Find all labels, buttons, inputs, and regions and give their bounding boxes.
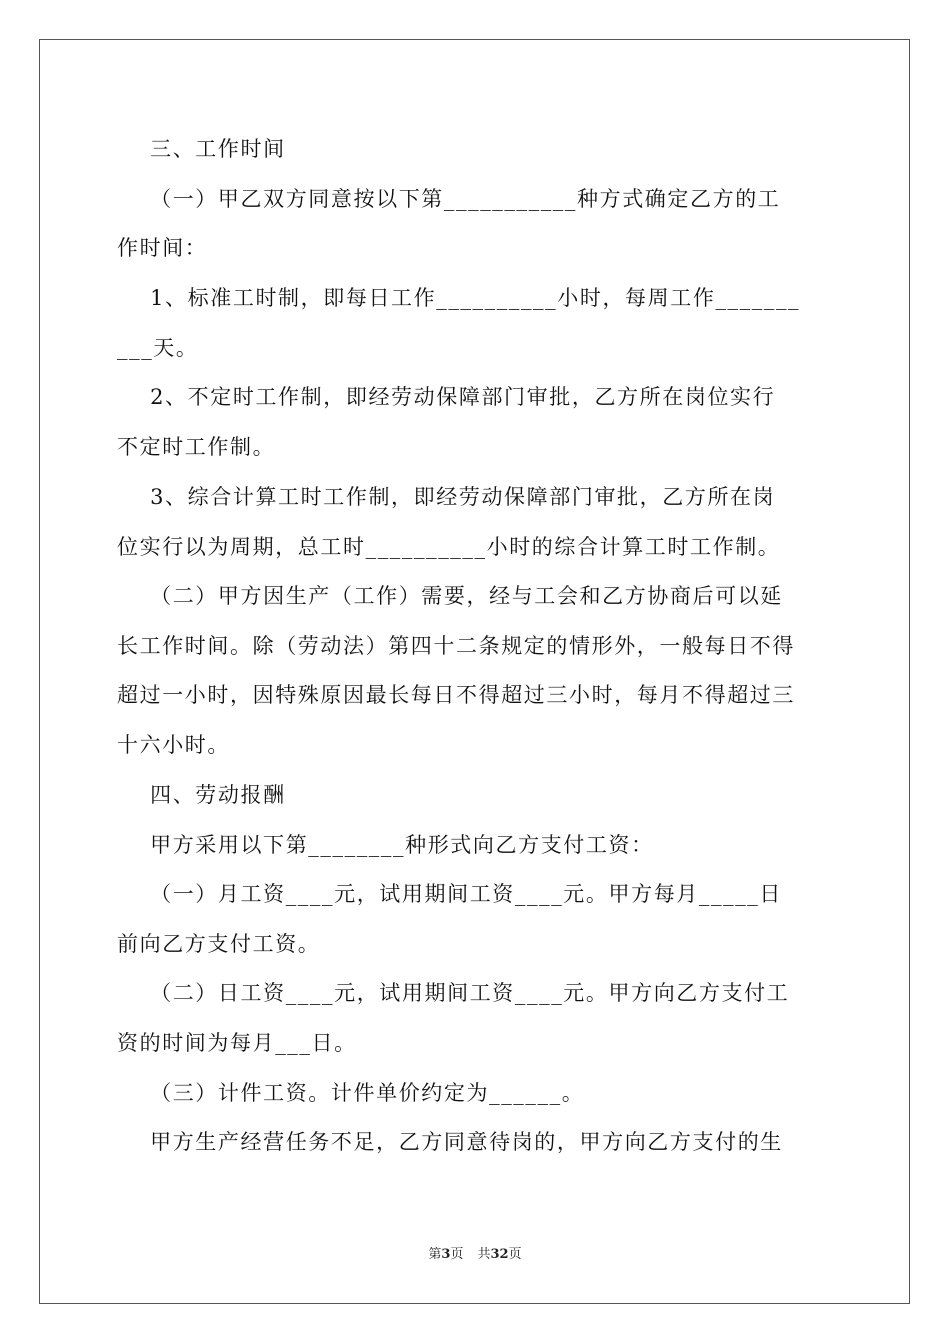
- paragraph-line: 甲方采用以下第________种形式向乙方支付工资：: [117, 833, 654, 857]
- paragraph-line: 超过一小时，因特殊原因最长每日不得超过三小时，每月不得超过三: [117, 683, 795, 707]
- page-border: [39, 39, 910, 1304]
- paragraph-line: （三）计件工资。计件单价约定为______。: [117, 1081, 585, 1105]
- paragraph-line: （二）甲方因生产（工作）需要，经与工会和乙方协商后可以延: [117, 584, 783, 608]
- paragraph-line: （一）甲乙双方同意按以下第___________种方式确定乙方的工: [117, 187, 781, 211]
- total-pages: [477, 1247, 521, 1262]
- page-suffix: 页: [450, 1247, 464, 1262]
- paragraph-line: 作时间：: [117, 236, 208, 260]
- paragraph-line: （二）日工资____元，试用期间工资____元。甲方向乙方支付工: [117, 981, 790, 1005]
- page-number: [428, 1247, 463, 1262]
- total-page-count: 32: [490, 1247, 509, 1262]
- paragraph-line: ___天。: [117, 336, 199, 360]
- paragraph-line: 十六小时。: [117, 733, 230, 757]
- total-suffix: 页: [508, 1247, 522, 1262]
- paragraph-line: 长工作时间。除（劳动法）第四十二条规定的情形外，一般每日不得: [117, 634, 795, 658]
- section-heading-remuneration: 四、劳动报酬: [117, 783, 286, 807]
- paragraph-line: （一）月工资____元，试用期间工资____元。甲方每月_____日: [117, 882, 782, 906]
- paragraph-line: 资的时间为每月___日。: [117, 1031, 357, 1055]
- page-footer: [0, 1246, 950, 1264]
- section-heading-work-time: 三、工作时间: [117, 137, 286, 161]
- paragraph-line: 1、标准工时制，即每日工作__________小时，每周工作_______: [117, 286, 801, 310]
- paragraph-line: 3、综合计算工时工作制，即经劳动保障部门审批，乙方所在岗: [117, 485, 776, 509]
- current-page: 3: [441, 1247, 451, 1262]
- paragraph-line: 前向乙方支付工资。: [117, 932, 321, 956]
- page-prefix: 第: [428, 1247, 442, 1262]
- total-prefix: 共: [477, 1247, 491, 1262]
- paragraph-line: 位实行以为周期，总工时__________小时的综合计算工时工作制。: [117, 535, 781, 559]
- paragraph-line: 甲方生产经营任务不足，乙方同意待岗的，甲方向乙方支付的生: [117, 1130, 783, 1154]
- paragraph-line: 不定时工作制。: [117, 435, 276, 459]
- paragraph-line: 2、不定时工作制，即经劳动保障部门审批，乙方所在岗位实行: [117, 385, 776, 409]
